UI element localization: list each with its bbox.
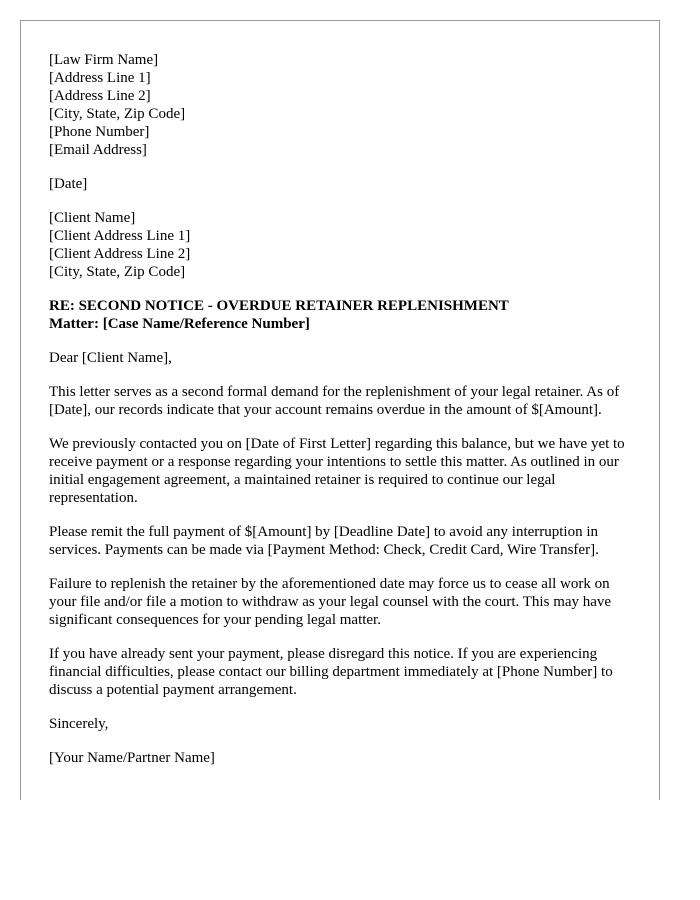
signature-name: [Your Name/Partner Name]: [49, 750, 215, 766]
sender-address-block: [49, 51, 634, 159]
signature-block: [49, 749, 634, 767]
letter-date: [Date]: [49, 176, 88, 192]
sender-city-state-zip: [City, State, Zip Code]: [49, 106, 186, 122]
sender-address-line-2: [Address Line 2]: [49, 88, 151, 104]
subject-block: [49, 297, 634, 333]
subject-re-line: RE: SECOND NOTICE - OVERDUE RETAINER REPLENISHMENT: [49, 298, 509, 314]
letter-content: [49, 51, 634, 783]
sender-email: [Email Address]: [49, 142, 147, 158]
body-paragraph-4: Failure to replenish the retainer by the aforementioned date may force us to cease all work on your file and/or file a motion to withdraw as your legal counsel with the court. This may have significant consequences for your pending legal matter.: [49, 576, 612, 628]
recipient-name: [Client Name]: [49, 210, 136, 226]
body-paragraph-5: If you have already sent your payment, please disregard this notice. If you are experiencing financial difficulties, please contact our billing department immediately at [Phone Number] to discuss a potential payment arrangement.: [49, 646, 613, 698]
date-block: [49, 175, 634, 193]
closing: Sincerely,: [49, 716, 109, 732]
recipient-address-line-1: [Client Address Line 1]: [49, 228, 191, 244]
sender-address-line-1: [Address Line 1]: [49, 70, 151, 86]
recipient-address-block: [49, 209, 634, 281]
subject-matter-line: Matter: [Case Name/Reference Number]: [49, 316, 310, 332]
salutation: Dear [Client Name],: [49, 350, 172, 366]
sender-phone: [Phone Number]: [49, 124, 150, 140]
closing-block: [49, 715, 634, 733]
body-paragraph-2: We previously contacted you on [Date of First Letter] regarding this balance, but we have yet to receive payment or a response regarding your intentions to settle this matter. As outlined in our initial engagement agreement, a maintained retainer is required to continue our legal representation.: [49, 436, 625, 506]
salutation-block: [49, 349, 634, 367]
body-paragraph-1: This letter serves as a second formal demand for the replenishment of your legal retainer. As of [Date], our records indicate that your account remains overdue in the amount of $[Amount].: [49, 384, 620, 418]
letter-page: [20, 20, 660, 800]
sender-firm-name: [Law Firm Name]: [49, 52, 159, 68]
body-paragraph-3: Please remit the full payment of $[Amount] by [Deadline Date] to avoid any interruption in services. Payments can be made via [Payment Method: Check, Credit Card, Wire Transfer].: [49, 524, 599, 558]
recipient-city-state-zip: [City, State, Zip Code]: [49, 264, 186, 280]
recipient-address-line-2: [Client Address Line 2]: [49, 246, 191, 262]
